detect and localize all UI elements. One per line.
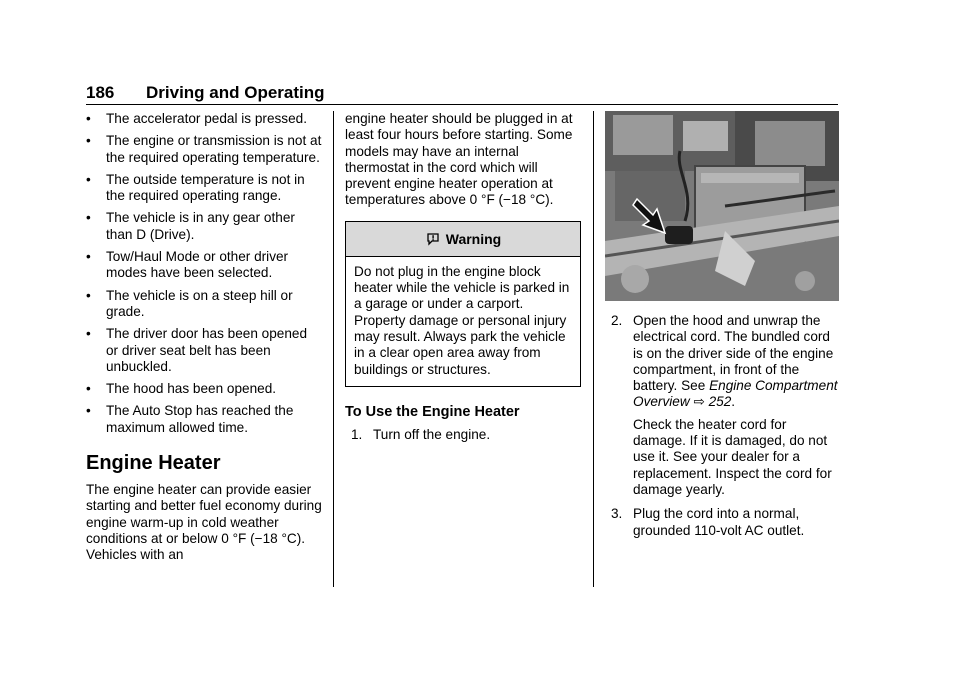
- engine-compartment-overview-link[interactable]: Engine Compartment Overview: [633, 378, 838, 410]
- step-item: 3. Plug the cord into a normal, grounded 110-volt AC outlet.: [611, 506, 805, 538]
- steps-list: [345, 427, 581, 443]
- section-title: Driving and Operating: [146, 83, 325, 102]
- list-item: • The outside temperature is not in the required operating range.: [86, 171, 305, 204]
- warning-body: Do not plug in the engine block heater while the vehicle is parked in a garage or under a carport. Property damage or personal injury may result. Always park the vehicle in a clear open area away from buildings or structures.: [354, 263, 570, 377]
- column-3: [605, 111, 841, 547]
- page-reference: ⇨ 252: [693, 394, 732, 410]
- engine-heater-continued: engine heater should be plugged in at least four hours before starting. Some models may have an internal thermostat in the cord which will prevent engine heater operation at temperatures above 0 °F (−18 °C).: [345, 111, 573, 208]
- list-item: • The driver door has been opened or driver seat belt has been unbuckled.: [86, 326, 308, 374]
- list-item: • The vehicle is in any gear other than D (Drive).: [86, 210, 295, 242]
- page-number: 186: [86, 83, 115, 102]
- auto-stop-conditions-list: [86, 111, 322, 436]
- step-item: 1. Turn off the engine.: [351, 426, 491, 442]
- warning-icon: [425, 231, 441, 247]
- list-item: • The Auto Stop has reached the maximum allowed time.: [86, 403, 294, 435]
- list-item: • The engine or transmission is not at the required operating temperature.: [86, 133, 322, 165]
- column-divider: [593, 111, 594, 587]
- use-engine-heater-heading: To Use the Engine Heater: [345, 403, 520, 420]
- engine-heater-heading: Engine Heater: [86, 452, 221, 475]
- list-item: • Tow/Haul Mode or other driver modes have been selected.: [86, 249, 289, 281]
- warning-title-bar: [346, 222, 580, 257]
- list-item: • The hood has been opened.: [86, 381, 277, 397]
- list-item: • The accelerator pedal is pressed.: [86, 111, 307, 126]
- column-2: [345, 111, 581, 451]
- warning-title: Warning: [445, 230, 502, 247]
- column-divider: [333, 111, 334, 587]
- engine-compartment-photo: [605, 111, 839, 301]
- engine-heater-intro: The engine heater can provide easier starting and better fuel economy during engine warm-up in cold weather conditions at or below 0 °F (−18 °C). Vehicles with an: [86, 482, 322, 563]
- step-item: 2. Open the hood and unwrap the electrical cord. The bundled cord is on the driver side of the engine compartment, in front of the battery. See Engine Compartment Overview ⇨ 252. Check the heater cord for damage. If it is damaged, do not use it. See your dealer for a replacement. Inspect the cord for damage yearly.: [605, 313, 841, 498]
- warning-box: [345, 221, 581, 387]
- step-note: Check the heater cord for damage. If it is damaged, do not use it. See your dealer for a replacement. Inspect the cord for damage yearly.: [633, 416, 832, 497]
- column-1: [86, 111, 322, 570]
- list-item: • The vehicle is on a steep hill or grade.: [86, 287, 293, 319]
- steps-list: [605, 313, 841, 539]
- page-header: [86, 82, 838, 105]
